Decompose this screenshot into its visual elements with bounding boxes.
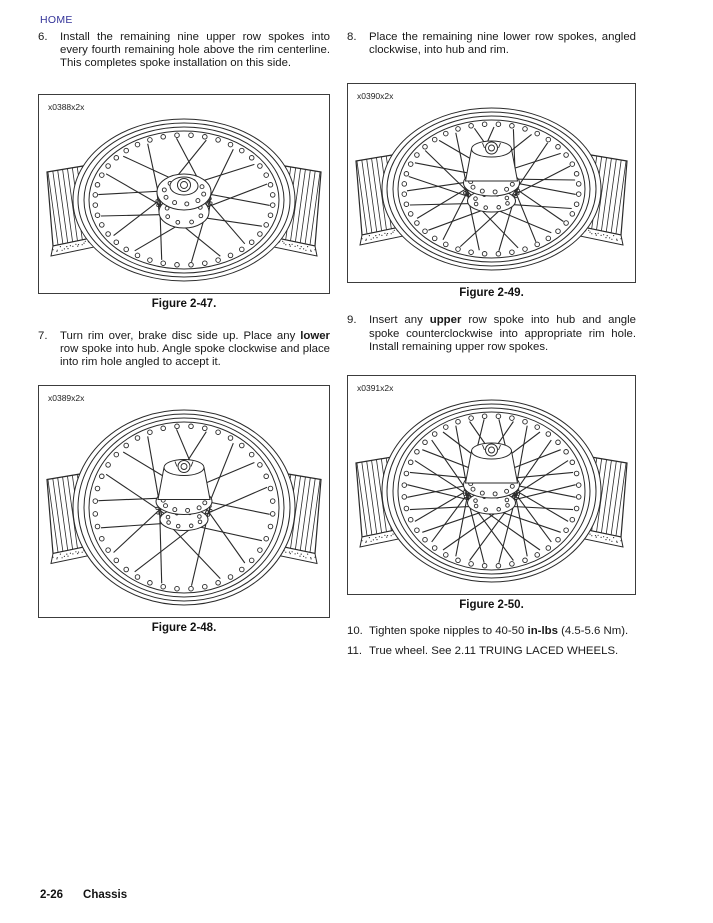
figure-caption: Figure 2-50. xyxy=(459,599,524,612)
footer-page-number: 2-26 xyxy=(40,889,64,901)
step-text-segment: Tighten spoke nipples to 40-50 xyxy=(369,625,528,638)
step-item xyxy=(347,31,636,57)
figure xyxy=(38,94,330,310)
step-text-segment: True wheel. See 2.11 TRUING LACED WHEELS. xyxy=(369,645,619,658)
figure xyxy=(347,83,636,299)
figure-box xyxy=(347,375,636,595)
figure-part-label: x0391x2x xyxy=(357,383,394,394)
wheel-illustration xyxy=(348,84,635,282)
step-number: 10. xyxy=(347,625,363,638)
step-number: 11. xyxy=(347,645,362,658)
home-link[interactable]: HOME xyxy=(40,14,73,26)
step-text xyxy=(369,31,636,57)
step-text-segment: (4.5-5.6 Nm). xyxy=(557,625,629,638)
step-text-segment: in-lbs xyxy=(527,625,558,638)
footer-chapter: Chassis xyxy=(83,889,128,901)
step-text-segment: Install the remaining nine upper row spokes into every fourth remaining hole above the rim centerline. This completes spoke installation on this side. xyxy=(60,31,330,70)
step-text xyxy=(369,314,636,354)
step-text-segment: row spoke into hub and angle spoke counterclockwise into appropriate rim hole. Install remaining upper row spokes. xyxy=(369,314,637,353)
figure-caption: Figure 2-47. xyxy=(151,297,217,310)
figure xyxy=(38,385,330,634)
step-item xyxy=(38,330,330,370)
step-text xyxy=(369,645,636,658)
figure-caption: Figure 2-48. xyxy=(151,622,217,635)
figure-box xyxy=(347,83,636,283)
wheel-illustration xyxy=(39,95,329,293)
step-text-segment: Place the remaining nine lower row spokes, angled clockwise, into hub and rim. xyxy=(369,31,636,57)
column-left xyxy=(38,31,330,634)
step-item xyxy=(347,625,636,638)
step-text-segment: lower xyxy=(300,329,330,342)
step-text-segment: upper xyxy=(429,314,462,327)
step-number: 6. xyxy=(38,31,48,43)
step-number: 9. xyxy=(347,314,357,327)
step-item xyxy=(347,314,636,354)
step-text-segment: row spoke into hub. Angle spoke clockwise and place into rim hole angled to accept it. xyxy=(60,342,330,369)
step-text xyxy=(60,330,330,370)
step-text xyxy=(60,31,330,71)
column-right xyxy=(347,31,636,658)
step-item xyxy=(38,31,330,71)
figure-caption: Figure 2-49. xyxy=(459,287,524,300)
wheel-illustration xyxy=(39,386,329,617)
figure-part-label: x0388x2x xyxy=(48,101,85,112)
figure-part-label: x0389x2x xyxy=(48,393,85,404)
step-number: 7. xyxy=(38,329,48,342)
figure xyxy=(347,375,636,611)
wheel-illustration xyxy=(348,376,635,594)
step-item xyxy=(347,645,636,658)
figure-box xyxy=(38,94,330,294)
home-link-container xyxy=(40,10,73,28)
step-text xyxy=(369,625,636,638)
figure-part-label: x0390x2x xyxy=(357,91,394,102)
step-text-segment: Turn rim over, brake disc side up. Place any xyxy=(60,329,301,342)
figure-box xyxy=(38,385,330,618)
page-footer xyxy=(40,889,127,901)
step-text-segment: Insert any xyxy=(369,314,430,327)
step-number: 8. xyxy=(347,31,357,43)
